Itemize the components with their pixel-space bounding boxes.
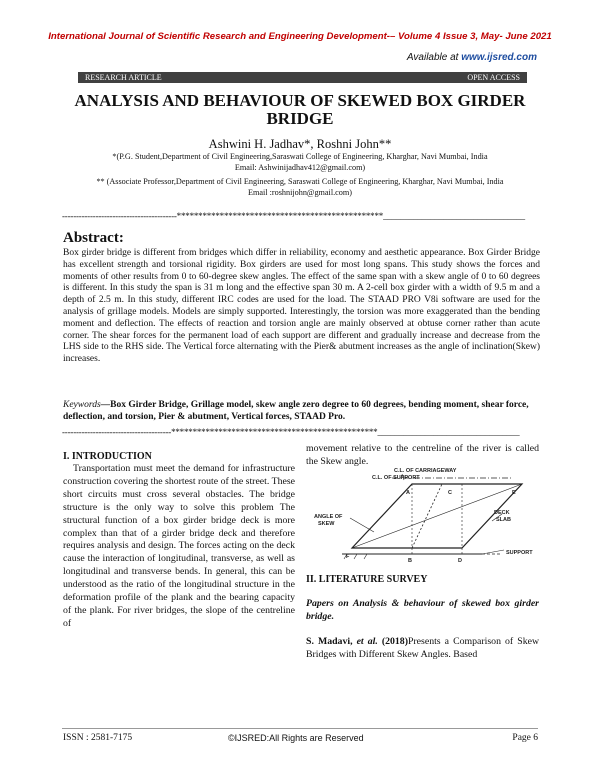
title-line-2: BRIDGE	[266, 109, 334, 128]
affiliation-2-line-1: ** (Associate Professor,Department of Civil Engineering, Saraswati College of Engineering, Kharghar, Navi Mumbai, India	[96, 177, 504, 186]
affiliation-2-email: Email :roshnijohn@gmail.com)	[248, 187, 352, 197]
label-cl-carriageway: C.L. OF CARRIAGEWAY	[394, 468, 457, 474]
separator-top: -----------------------------------------************************************************_________________________________	[62, 211, 525, 221]
affiliation-1-line-1: *(P.G. Student,Department of Civil Engineering,Saraswati College of Engineering, Kharghar, Navi Mumbai, India	[112, 152, 488, 161]
available-prefix: Available at	[406, 52, 459, 63]
affiliation-1-email: Email: Ashwinijadhav412@gmail.com)	[234, 162, 366, 172]
literature-paragraph	[306, 636, 539, 662]
label-skew: SKEW	[318, 521, 335, 527]
article-type-bar	[78, 72, 527, 83]
intro-continued: movement relative to the centreline of the river is called the Skew angle.	[306, 443, 539, 467]
keywords	[63, 400, 540, 424]
footer-page-number: Page 6	[512, 733, 538, 743]
label-angle-of: ANGLE OF	[314, 514, 343, 520]
label-slab: SLAB	[496, 517, 511, 523]
label-cl-support: C.L. OF SUPPORT	[372, 475, 420, 481]
affiliation-2	[50, 177, 550, 198]
point-d: D	[458, 558, 462, 564]
lit-text: Presents a Comparison of Skew Bridges with Different Skew Angles. Based	[306, 636, 540, 660]
skew-bridge-figure	[312, 466, 538, 564]
footer-copyright: ©IJSRED:All Rights are Reserved	[228, 733, 364, 743]
footer-issn: ISSN : 2581-7175	[63, 733, 133, 743]
open-access-badge: OPEN ACCESS	[467, 73, 520, 82]
journal-url-link[interactable]: www.ijsred.com	[461, 52, 537, 63]
label-support: SUPPORT	[506, 550, 533, 556]
article-type: RESEARCH ARTICLE	[85, 73, 162, 82]
literature-subheading: Papers on Analysis & behaviour of skewed box girder bridge.	[306, 598, 539, 622]
label-deck: DECK	[494, 510, 510, 516]
point-e: E	[512, 490, 516, 496]
lit-year: (2018)	[377, 636, 408, 647]
lit-etal: et al.	[356, 636, 378, 647]
point-b: B	[408, 558, 412, 564]
abstract-heading: Abstract:	[63, 230, 124, 246]
intro-heading: I. INTRODUCTION	[63, 451, 152, 462]
separator-bottom: ---------------------------------------************************************************_________________________________	[62, 427, 520, 437]
keywords-text: —Box Girder Bridge, Grillage model, skew angle zero degree to 60 degrees, bending moment, shear force, deflection, and torsion, Pier & abutment, Vertical forces, STAAD Pro.	[63, 400, 529, 422]
point-a: A	[406, 490, 410, 496]
affiliation-1	[50, 152, 550, 173]
literature-heading: II. LITERATURE SURVEY	[306, 574, 428, 585]
point-c: C	[448, 490, 452, 496]
point-f: F	[346, 554, 350, 560]
available-at	[407, 52, 537, 63]
footer-rule	[62, 728, 538, 729]
keywords-label: Keywords	[63, 400, 101, 410]
abstract-text: Box girder bridge is different from bridges which differ in reliability, economy and aesthetic appearance. Box Girder Bridge has excellent strength and torsional rigidity. Box girders are used for most long spans. This study shows the forces and moments of other results from 0 to 60-degree skew angles. The effect of the same span with a skew angle of 0 to 60 degrees is different. In this study the span is 31 m long and the effective span 30 m. A 2-cell box girder with a width of 9.5 m and a depth of 2.5 m. In this study, different IRC codes are used for the load. The STAAD PRO V8i software are used for the analysis of grillage models. Models are simply supported. Interestingly, the torsion was more exaggerated than the bending moment and deflection. The effects of reaction and torsion angle are mainly observed at obtuse corner rather than acute corner. The shear forces for the permanent load of each support are different and gradually increase and decrease from the LHS side to the RHS side. The Vertical force alternating with the Pier& abutment increases as the angle of inclination(Skew) increases.	[63, 248, 540, 365]
journal-header: International Journal of Scientific Research and Engineering Development-– Volume 4 Issue 3, May- June 2021	[48, 31, 552, 42]
title-line-1: ANALYSIS AND BEHAVIOUR OF SKEWED BOX GIRDER	[74, 91, 526, 110]
authors: Ashwini H. Jadhav*, Roshni John**	[208, 137, 392, 151]
lit-author: S. Madavi,	[306, 636, 357, 647]
intro-text: Transportation must meet the demand for infrastructure construction covering the shortest route of the street. These short circuits must cross several obstacles. The bridge structure is the only way to solve this problem The structural function of a box girder bridge deck is more complex than that of a girder bridge deck and therefore requires analysis and design. The forces acting on the deck cause the interaction of longitudinal, transverse, as well as longitudinal and transverse bends. In general, this can be understood as the ratio of the longitudinal structure in the deformation profile of the plank and the bearing capacity of the plank. For river bridges, the slope of the centreline of	[63, 463, 295, 629]
paper-title	[62, 92, 538, 128]
